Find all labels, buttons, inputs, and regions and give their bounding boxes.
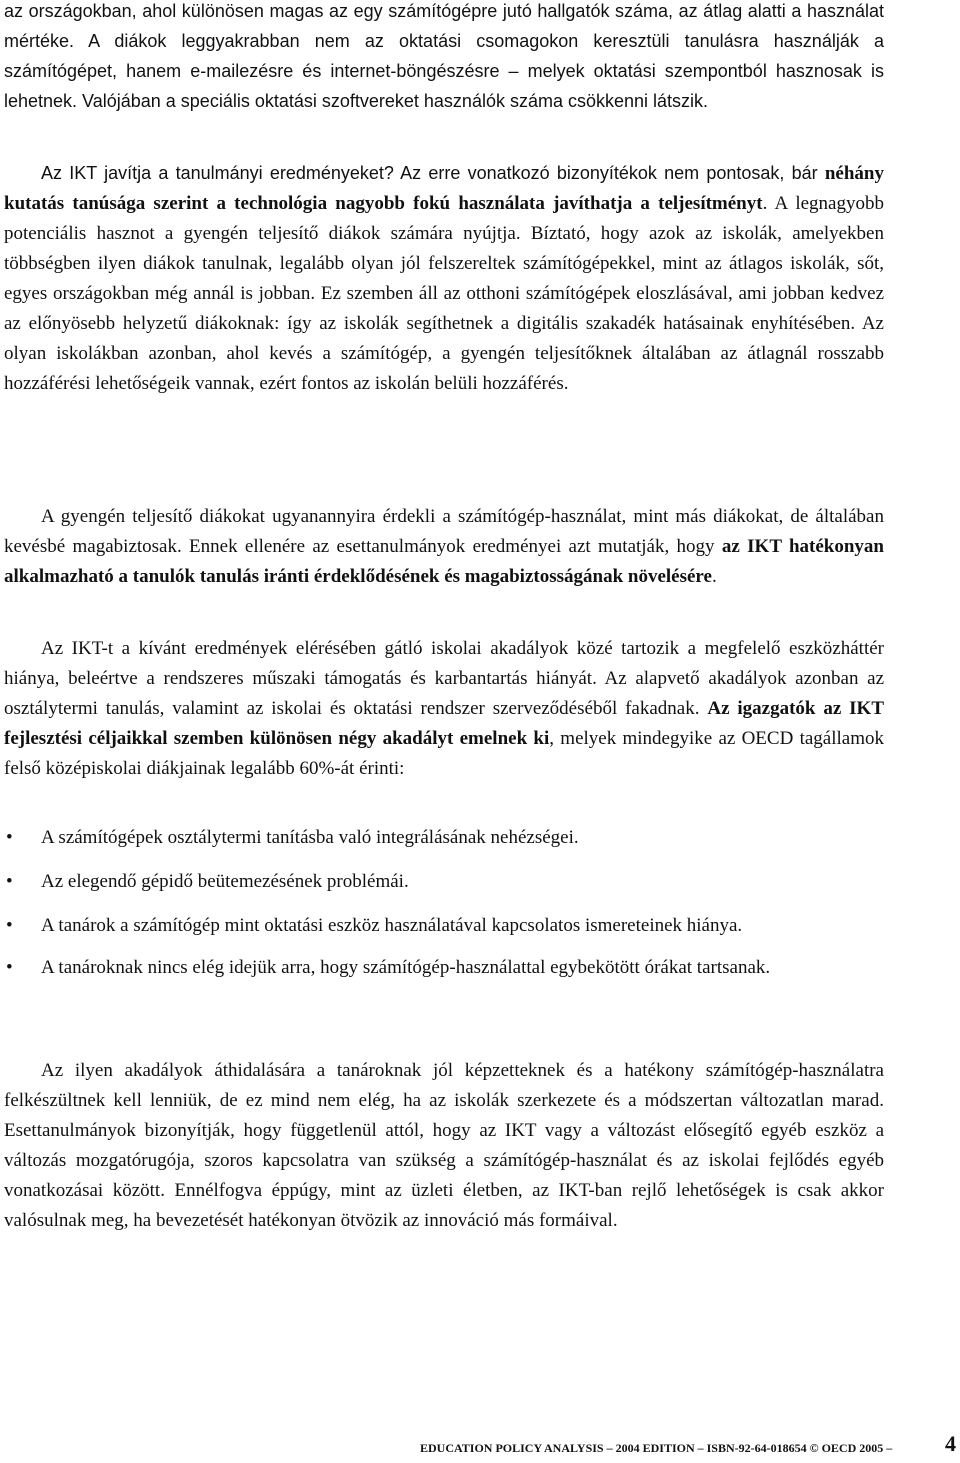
bullet-icon: • bbox=[6, 915, 13, 936]
paragraph-1: az országokban, ahol különösen magas az egy számítógépre jutó hallgatók száma, az átlag alatti a használat mértéke. A diákok leggyakrabban nem az oktatási csomagokon keresztüli tanulásra használják a számítógépet, hanem e-mailezésre és internet-böngészésre – melyek oktatási szempontból hasznosak is lehetnek. Valójában a speciális oktatási szoftvereket használók száma csökkenni látszik. bbox=[4, 1, 884, 111]
bullet-icon: • bbox=[6, 871, 13, 892]
paragraph-3 bbox=[4, 502, 884, 592]
list-item-text: Az elegendő gépidő beütemezésének problémái. bbox=[41, 871, 409, 892]
paragraph-4-emphasis: Az igazgatók az IKT fejlesztési céljaikkal szemben különösen négy akadályt emelnek ki bbox=[4, 698, 884, 749]
list-item bbox=[4, 868, 884, 896]
paragraph-4-text-c: , melyek mindegyike az OECD tagállamok felső középiskolai diákjainak legalább 60%-át érinti: bbox=[4, 728, 884, 779]
list-item bbox=[4, 824, 884, 852]
paragraph-2-emphasis: néhány kutatás tanúsága szerint a technológia nagyobb fokú használata javíthatja a teljesítményt bbox=[4, 163, 884, 214]
paragraph-4-text-a: Az IKT-t a kívánt eredmények elérésében gátló iskolai akadályok közé tartozik a megfelelő eszközháttér hiánya, beleértve a rendszeres műszaki támogatás és karbantartás hiányát. Az alapvető akadályok azonban az osztálytermi tanulás, valamint az iskolai és oktatási rendszer szerveződéséből fakadnak. bbox=[4, 638, 884, 719]
paragraph-2 bbox=[4, 158, 884, 399]
paragraph-2-text-a: Az IKT javítja a tanulmányi eredményeket? Az erre vonatkozó bizonyítékok nem pontosak, bár bbox=[41, 163, 825, 183]
page-number: 4 bbox=[945, 1431, 956, 1456]
footer-reference: EDUCATION POLICY ANALYSIS – 2004 EDITION – ISBN-92-64-018654 © OECD 2005 – bbox=[420, 1441, 893, 1455]
list-item bbox=[4, 954, 884, 982]
bullet-icon: • bbox=[6, 957, 13, 978]
paragraph-3-text-c: . bbox=[711, 566, 717, 587]
paragraph-2-text-c: . A legnagyobb potenciális hasznot a gyengén teljesítő diákok számára nyújtja. Bíztató, hogy azok az iskolák, amelyekben többségben ilyen diákok tanulnak, legalább olyan jól felszereltek számítógépekkel, mint az átlagos iskolák, sőt, egyes országokban még annál is jobban. Ez szemben áll az otthoni számítógépek eloszlásával, ami jobban kedvez az előnyösebb helyzetű diákoknak: így az iskolák segíthetnek a digitális szakadék hatásainak enyhítésében. Az olyan iskolákban azonban, ahol kevés a számítógép, a gyengén teljesítőknek általában az átlagnál rosszabb hozzáférési lehetőségeik vannak, ezért fontos az iskolán belüli hozzáférés. bbox=[4, 193, 884, 394]
obstacle-list bbox=[4, 824, 884, 982]
list-item-text: A tanárok a számítógép mint oktatási eszköz használatával kapcsolatos ismereteinek hiánya. bbox=[41, 915, 743, 936]
paragraph-5: Az ilyen akadályok áthidalására a tanároknak jól képzetteknek és a hatékony számítógép-használatra felkészültnek kell lenniük, de ez mind nem elég, ha az iskolák szerkezete és a módszertan változatlan marad. Esettanulmányok bizonyítják, hogy függetlenül attól, hogy az IKT vagy a változást elősegítő egyéb eszköz a változás mozgatórugója, szoros kapcsolatra van szükség a számítógép-használat és az iskolai fejlődés egyéb vonatkozásai között. Ennélfogva éppúgy, mint az üzleti életben, az IKT-ban rejlő lehetőségek is csak akkor valósulnak meg, ha bevezetését hatékonyan ötvözik az innováció más formáival. bbox=[4, 1060, 884, 1231]
paragraph-4 bbox=[4, 634, 884, 784]
paragraph-3-text-a: A gyengén teljesítő diákokat ugyanannyira érdekli a számítógép-használat, mint más diákokat, de általában kevésbé magabiztosak. Ennek ellenére az esettanulmányok eredményei azt mutatják, hogy bbox=[4, 506, 884, 557]
list-item-text: A számítógépek osztálytermi tanításba való integrálásának nehézségei. bbox=[41, 827, 579, 848]
paragraph-3-emphasis: az IKT hatékonyan alkalmazható a tanulók tanulás iránti érdeklődésének és magabiztosságának növelésére bbox=[4, 536, 884, 587]
page-footer bbox=[420, 1431, 960, 1461]
bullet-icon: • bbox=[6, 827, 13, 848]
list-item-text: A tanároknak nincs elég idejük arra, hogy számítógép-használattal egybekötött órákat tartsanak. bbox=[41, 957, 771, 978]
list-item bbox=[4, 912, 884, 940]
